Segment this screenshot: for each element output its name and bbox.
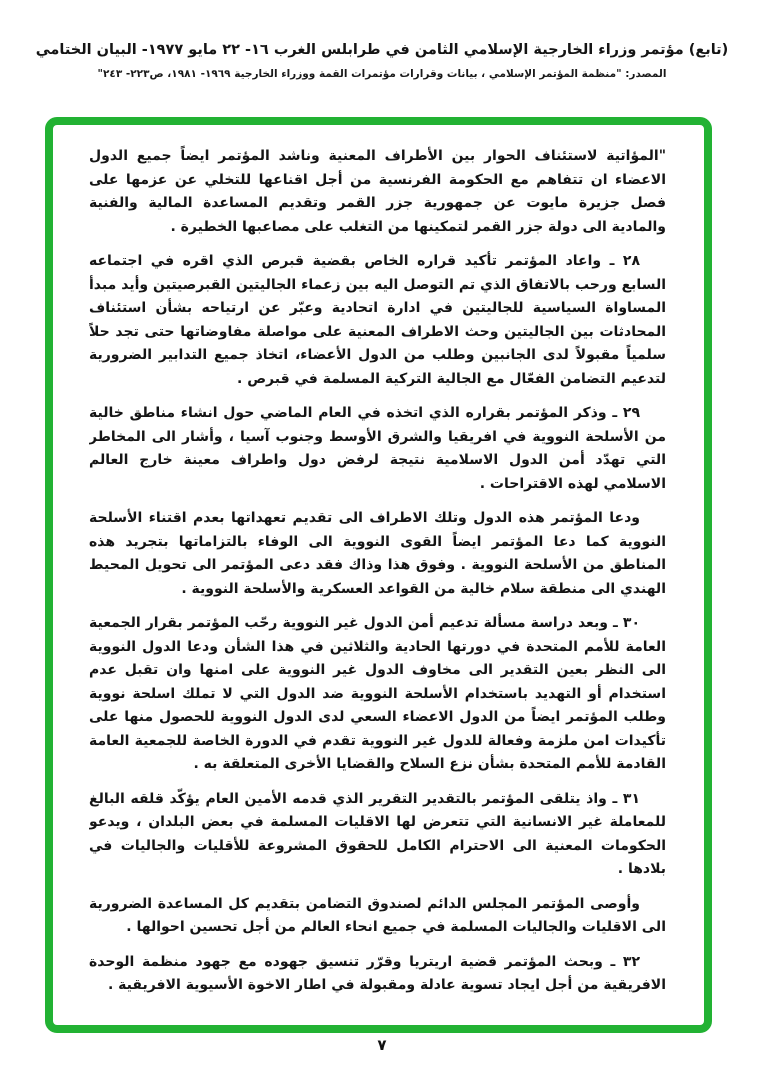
paragraph: ٢٨ ـ واعاد المؤتمر تأكيد قراره الخاص بقضية قبرص الذي اقره في اجتماعه السابع ورحب بالاتفاق الذي تم التوصل اليه بين زعماء الجاليتين القبرصيتين وأيد مبدأ المساواة السياسية للجاليتين في ادارة اتحادية وعبّر عن ارتياحه بشأن استئناف المحادثات بين الجاليتين وحث الاطراف المعنية على مواصلة مفاوضاتها حتى تجد حلاً سلمياً مقبولاً لدى الجانبين وطلب من الدول الأعضاء، اتخاذ جميع التدابير الضرورية لتدعيم التضامن الفعّال مع الجالية التركية المسلمة في قبرص . (89, 253, 666, 387)
document-body (89, 145, 666, 1009)
paragraph: ٣٠ ـ وبعد دراسة مسألة تدعيم أمن الدول غير النووية رحّب المؤتمر بقرار الجمعية العامة للأمم المتحدة في دورتها الحادية والثلاثين في هذا الشأن ودعا الدول النووية الى النظر بعين التقدير الى مخاوف الدول غير النووية على امنها وان تقبل عدم استخدام أو التهديد باستخدام الأسلحة النووية ضد الدول التي لا تملك اسلحة نووية وطلب المؤتمر ايضاً من الدول الاعضاء السعي لدى الدول النووية للحصول منها على تأكيدات امن ملزمة وفعالة للدول غير النووية تقدم في الدورة الخاصة للجمعية العامة القادمة للأمم المتحدة بشأن نزع السلاح والقضايا الأخرى المتعلقة به . (89, 615, 666, 772)
paragraph (89, 1009, 666, 1010)
paragraph: "المؤاتية لاستئناف الحوار بين الأطراف المعنية وناشد المؤتمر ايضاً جميع الدول الاعضاء ان تتفاهم مع الحكومة الفرنسية من أجل اقناعها للتخلي عن عزمها على فصل جزيرة مايوت عن جمهورية جزر القمر وتقديم المساعدة المالية والفنية والمادية الى دولة جزر القمر لتمكينها من التغلب على مصاعبها الخطيرة . (89, 148, 666, 235)
document-header (0, 42, 764, 80)
paragraph: ٣٢ ـ وبحث المؤتمر قضية اريتريا وقرّر تنسيق جهوده مع جهود منظمة الوحدة الافريقية من أجل ايجاد تسوية عادلة ومقبولة في اطار الاخوة الأسيوية الافريقية . (89, 953, 666, 993)
paragraph: ودعا المؤتمر هذه الدول وتلك الاطراف الى تقديم تعهداتها بعدم اقتناء الأسلحة النووية كما دعا المؤتمر ايضاً القوى النووية الى الوفاء بالتزاماتها بتجريد هذه المناطق من الأسلحة النووية . وفوق هذا وذاك فقد دعى المؤتمر الى تحويل المحيط الهندي الى منطقة سلام خالية من القواعد العسكرية والأسلحة النووية . (89, 510, 666, 597)
paragraph: ٣١ ـ واذ يتلقى المؤتمر بالتقدير التقرير الذي قدمه الأمين العام يؤكّد قلقه البالغ للمعاملة غير الانسانية التي تتعرض لها الاقليات المسلمة في بعض البلدان ، ويدعو الحكومات المعنية الى الاحترام الكامل للحقوق المشروعة للأقليات والجاليات في بلادها . (89, 790, 666, 877)
document-source-line: المصدر: "منظمة المؤتمر الإسلامي ، بيانات وقرارات مؤتمرات القمة ووزراء الخارجية ١٩٦٩- ١٩٨١، ص٢٢٣- ٢٤٣" (97, 68, 667, 80)
paragraph: وأوصى المؤتمر المجلس الدائم لصندوق التضامن بتقديم كل المساعدة الضرورية الى الاقليات والجاليات المسلمة في جميع انحاء العالم من أجل تحسين احوالها . (89, 895, 666, 935)
paragraph: ٢٩ ـ وذكر المؤتمر بقراره الذي اتخذه في العام الماضي حول انشاء مناطق خالية من الأسلحة النووية في افريقيا والشرق الأوسط وجنوب آسيا ، وأشار الى المخاطر التي تهدّد أمن الدول الاسلامية نتيجة لرفض دول واطراف معينة خارج العالم الاسلامي لهذه الاقتراحات . (89, 405, 666, 492)
page-number: ٧ (377, 1036, 387, 1054)
green-content-box (45, 117, 712, 1033)
document-title: (تابع) مؤتمر وزراء الخارجية الإسلامي الثامن في طرابلس الغرب ١٦- ٢٢ مايو ١٩٧٧- البيان الختامي (35, 42, 729, 58)
